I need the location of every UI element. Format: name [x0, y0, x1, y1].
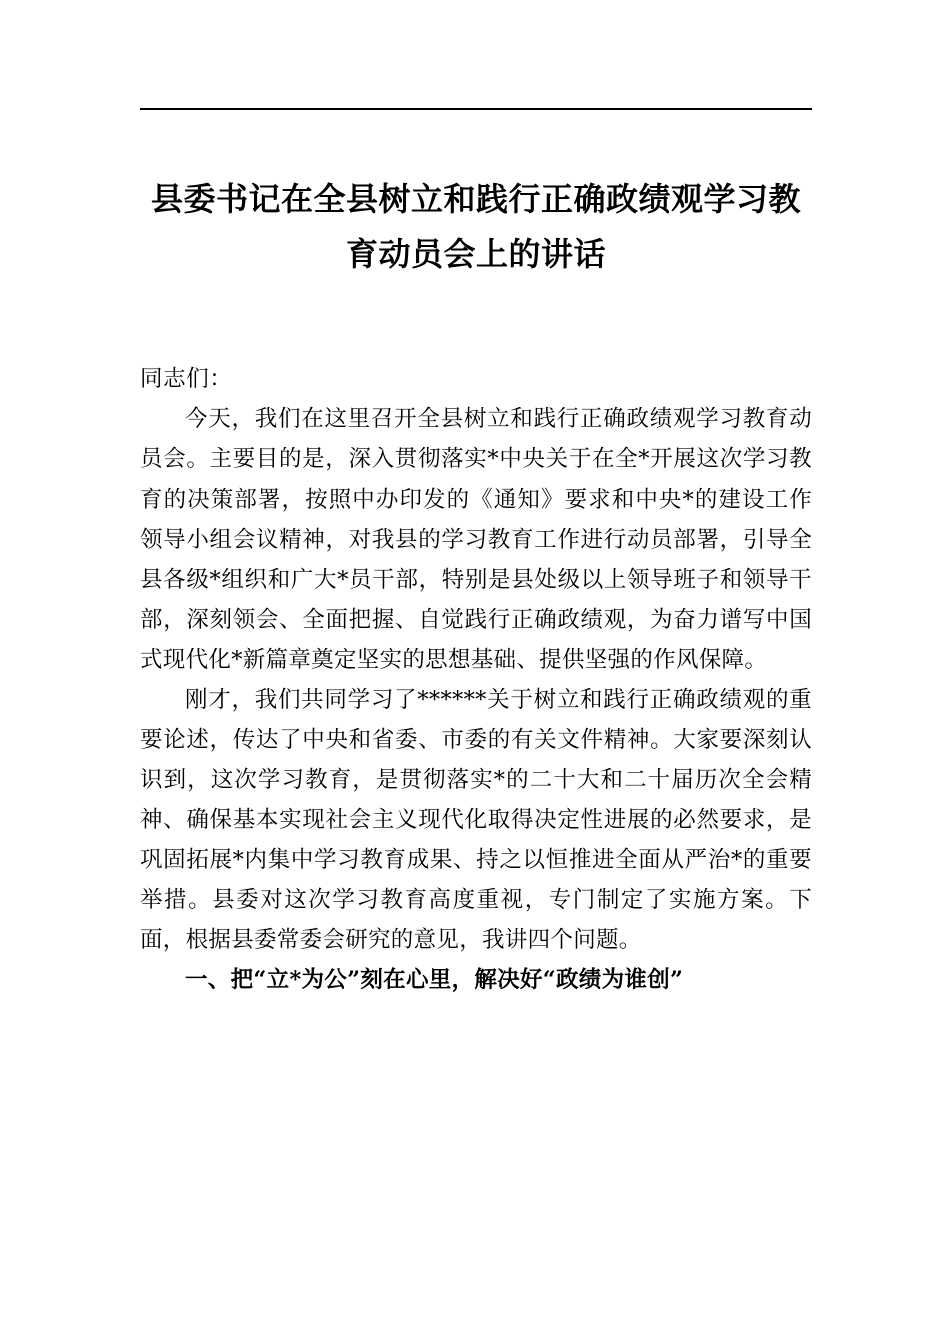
body-paragraph-1: 今天，我们在这里召开全县树立和践行正确政绩观学习教育动员会。主要目的是，深入贯彻落实*中央关于在全*开展这次学习教育的决策部署，按照中办印发的《通知》要求和中央*的建设工作领导小组会议精神，对我县的学习教育工作进行动员部署，引导全县各级*组织和广大*员干部，特别是县处级以上领导班子和领导干部，深刻领会、全面把握、自觉践行正确政绩观，为奋力谱写中国式现代化*新篇章奠定坚实的思想基础、提供坚强的作风保障。 [140, 406, 812, 673]
salutation: 同志们： [140, 366, 233, 393]
section-heading-1: 一、把“立*为公”刻在心里，解决好“政绩为谁创” [185, 967, 684, 994]
body-paragraph-2: 刚才，我们共同学习了******关于树立和践行正确政绩观的重要论述，传达了中央和省委、市委的有关文件精神。大家要深刻认识到，这次学习教育，是贯彻落实*的二十大和二十届历次全会精神、确保基本实现社会主义现代化取得决定性进展的必然要求，是巩固拓展*内集中学习教育成果、持之以恒推进全面从严治*的重要举措。县委对这次学习教育高度重视，专门制定了实施方案。下面，根据县委常委会研究的意见，我讲四个问题。 [140, 686, 812, 954]
page-content [140, 0, 812, 1000]
header-divider [140, 108, 812, 110]
page-title: 县委书记在全县树立和践行正确政绩观学习教育动员会上的讲话 [150, 180, 801, 274]
